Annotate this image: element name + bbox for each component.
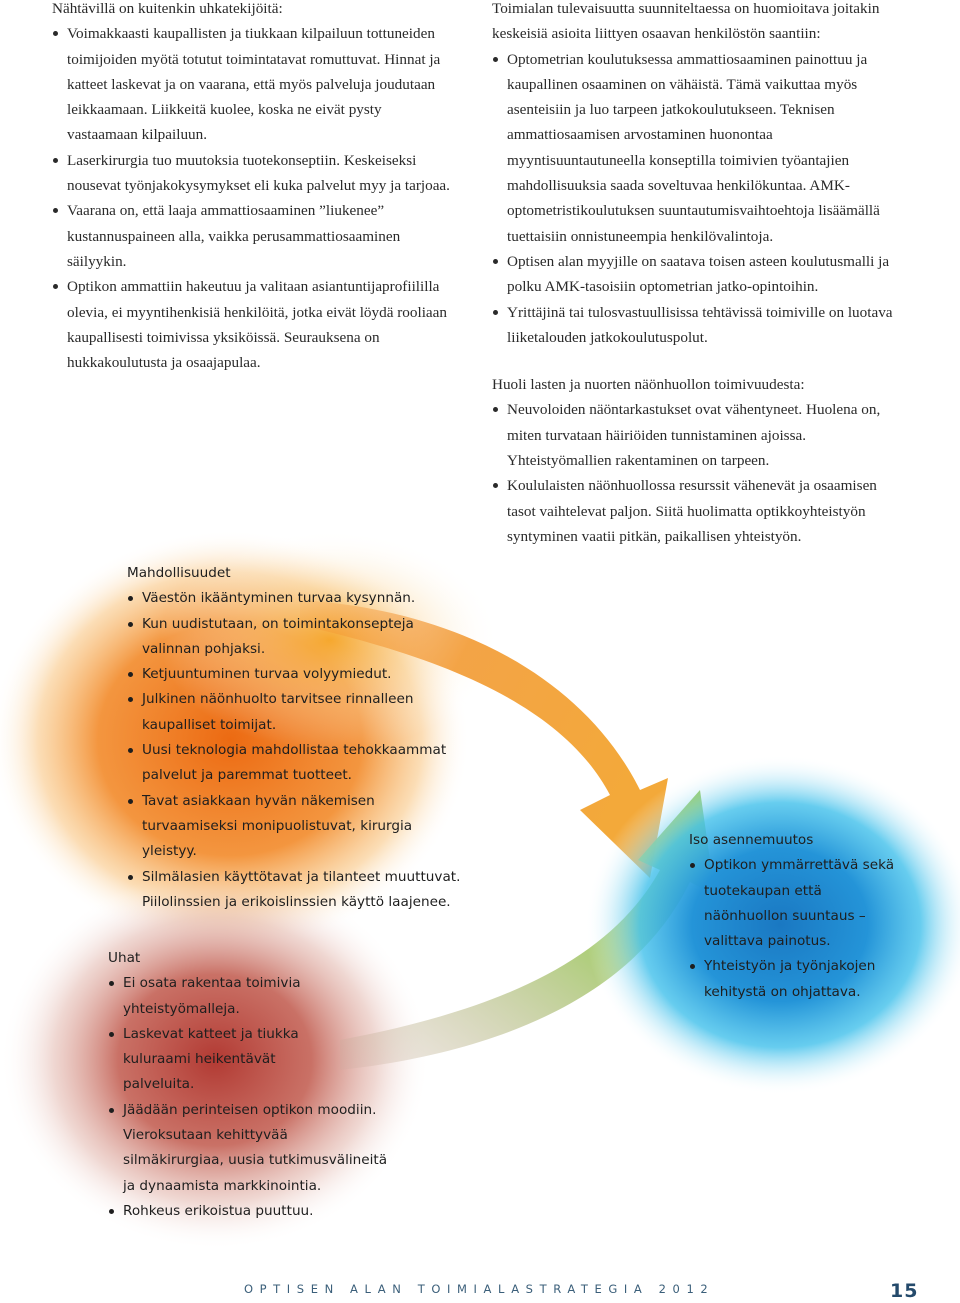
left-column [52, 0, 452, 375]
list-item: Väestön ikääntyminen turvaa kysynnän. [127, 586, 477, 611]
list-item: Optikon ymmärrettävä sekä tuotekaupan että näönhuollon suuntaus – valittava painotus. [689, 853, 899, 954]
list-item: Neuvoloiden näöntarkastukset ovat vähentyneet. Huolena on, miten turvataan häiriöiden tunnistaminen ajoissa. Yhteistyömallien rakentaminen on tarpeen. [492, 397, 904, 473]
page-number: 15 [890, 1280, 919, 1302]
list-item: Vaarana on, että laaja ammattiosaaminen ”liukenee” kustannuspaineen alla, vaikka perusammattiosaaminen säilyykin. [52, 198, 452, 274]
threats-title: Uhat [108, 950, 141, 966]
change-list [689, 853, 899, 1005]
list-item: Laskevat katteet ja tiukka kuluraami heikentävät palveluita. [108, 1022, 408, 1098]
footer-title: OPTISEN ALAN TOIMIALASTRATEGIA 2012 [244, 1282, 715, 1296]
change-box [689, 828, 899, 1005]
list-item: Rohkeus erikoistua puuttuu. [108, 1199, 408, 1224]
list-item: Ketjuuntuminen turvaa volyymiedut. [127, 662, 477, 687]
list-item: Kun uudistutaan, on toimintakonsepteja valinnan pohjaksi. [127, 612, 477, 663]
opportunities-list [127, 586, 477, 915]
list-item: Optometrian koulutuksessa ammattiosaaminen painottuu ja kaupallinen osaaminen on vähäistä. Tämä vaikuttaa myös asenteisiin ja luo tarpeen jatkokoulutukseen. Teknisen ammattiosaamisen arvostaminen huonontaa myyntisuuntautuneella konseptilla toimivien työantajien mahdollisuuksia saada soveltuvaa henkilökuntaa. AMK-optometristikoulutuksen suuntautumisvaihtoehtoja lisäämällä tuettaisiin onnistuneempia henkilövalintoja. [492, 47, 904, 249]
staffing-list [492, 47, 904, 351]
right-intro-2: Huoli lasten ja nuorten näönhuollon toimivuudesta: [492, 376, 805, 394]
list-item: Silmälasien käyttötavat ja tilanteet muuttuvat. Piilolinssien ja erikoislinssien käyttö laajenee. [127, 865, 477, 916]
list-item: Voimakkaasti kaupallisten ja tiukkaan kilpailuun tottuneiden toimijoiden myötä totutut toimintatavat romuttuvat. Hinnat ja katteet laskevat ja on vaarana, että myös palveluja joudutaan leikkaamaan. Liikkeitä kuolee, koska ne eivät pysty vastaamaan kilpailuun. [52, 21, 452, 147]
list-item: Uusi teknologia mahdollistaa tehokkaammat palvelut ja paremmat tuotteet. [127, 738, 477, 789]
list-item: Laserkirurgia tuo muutoksia tuotekonseptiin. Keskeiseksi nousevat työnjakokysymykset eli kuka palvelut myy ja tarjoaa. [52, 148, 452, 199]
right-column [492, 0, 904, 549]
opportunities-box [127, 561, 477, 915]
list-item: Yrittäjinä tai tulosvastuullisissa tehtävissä toimiville on luotava liiketalouden jatkokoulutuspolut. [492, 300, 904, 351]
list-item: Jäädään perinteisen optikon moodiin. Vieroksutaan kehittyvää silmäkirurgiaa, uusia tutkimusvälineitä ja dynaamista markkinointia. [108, 1098, 408, 1199]
list-item: Koululaisten näönhuollossa resurssit vähenevät ja osaamisen tasot vaihtelevat paljon. Siitä huolimatta optikkoyhteistyön syntyminen vaatii pitkän, paikallisen yhteistyön. [492, 473, 904, 549]
list-item: Tavat asiakkaan hyvän näkemisen turvaamiseksi monipuolistuvat, kirurgia yleistyy. [127, 789, 477, 865]
list-item: Optikon ammattiin hakeutuu ja valitaan asiantuntijaprofiililla olevia, ei myyntihenkisiä henkilöitä, jotka eivät löydä rooliaan kaupallisesti toimivissa yksiköissä. Seurauksena on hukkakoulutusta ja osaajapulaa. [52, 274, 452, 375]
change-title: Iso asennemuutos [689, 832, 814, 848]
threats-box [108, 946, 408, 1224]
left-heading: Nähtävillä on kuitenkin uhkatekijöitä: [52, 0, 283, 17]
opportunities-title: Mahdollisuudet [127, 565, 231, 581]
threat-list [52, 21, 452, 375]
list-item: Julkinen näönhuolto tarvitsee rinnalleen kaupalliset toimijat. [127, 687, 477, 738]
children-list [492, 397, 904, 549]
threats-list [108, 971, 408, 1224]
list-item: Ei osata rakentaa toimivia yhteistyömalleja. [108, 971, 408, 1022]
right-intro: Toimialan tulevaisuutta suunniteltaessa on huomioitava joitakin keskeisiä asioita liittyen osaavan henkilöstön saantiin: [492, 0, 880, 43]
list-item: Optisen alan myyjille on saatava toisen asteen koulutusmalli ja polku AMK-tasoisiin optometrian jatko-opintoihin. [492, 249, 904, 300]
list-item: Yhteistyön ja työnjakojen kehitystä on ohjattava. [689, 954, 899, 1005]
